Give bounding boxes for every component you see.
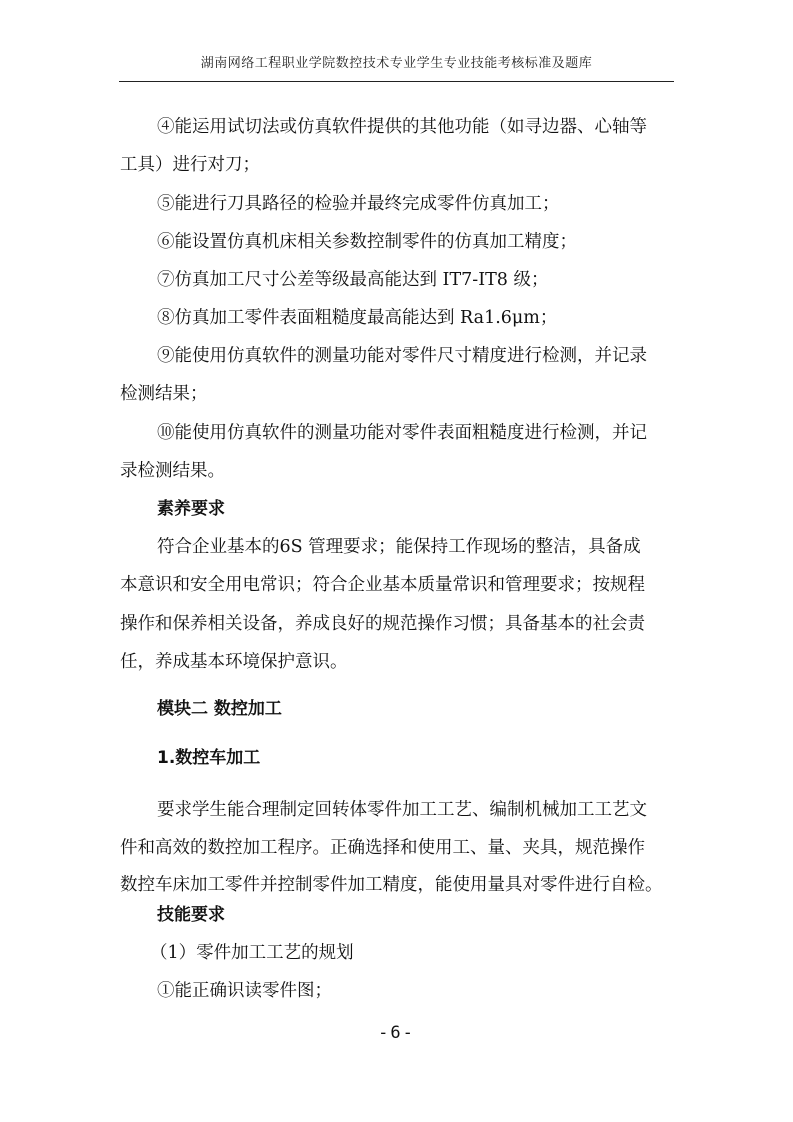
requirement-paragraph-line-1: 要求学生能合理制定回转体零件加工工艺、编制机械加工工艺文 bbox=[157, 800, 647, 820]
paragraph-item-9-cont: 检测结果； bbox=[120, 384, 208, 404]
quality-paragraph-line-4: 任，养成基本环境保护意识。 bbox=[120, 652, 348, 672]
requirement-paragraph-line-2: 件和高效的数控加工程序。正确选择和使用工、量、夹具，规范操作 bbox=[120, 838, 645, 858]
paragraph-item-9: ⑨能使用仿真软件的测量功能对零件尺寸精度进行检测，并记录 bbox=[157, 346, 647, 366]
paragraph-item-4-cont: 工具）进行对刀； bbox=[120, 155, 260, 175]
page-header: 湖南网络工程职业学院数控技术专业学生专业技能考核标准及题库 bbox=[200, 56, 593, 71]
paragraph-item-7: ⑦仿真加工尺寸公差等级最高能达到 IT7-IT8 级； bbox=[157, 270, 549, 290]
header-rule bbox=[119, 81, 674, 82]
paragraph-item-6: ⑥能设置仿真机床相关参数控制零件的仿真加工精度； bbox=[157, 232, 577, 252]
requirement-paragraph-line-3: 数控车床加工零件并控制零件加工精度，能使用量具对零件进行自检。 bbox=[120, 875, 663, 895]
quality-heading: 素养要求 bbox=[157, 499, 225, 519]
paragraph-item-5: ⑤能进行刀具路径的检验并最终完成零件仿真加工； bbox=[157, 194, 560, 214]
paragraph-item-8: ⑧仿真加工零件表面粗糙度最高能达到 Ra1.6μm； bbox=[157, 308, 558, 328]
quality-paragraph-line-3: 操作和保养相关设备，养成良好的规范操作习惯；具备基本的社会责 bbox=[120, 614, 645, 634]
skill-item-1: （1）零件加工工艺的规划 bbox=[150, 943, 354, 963]
paragraph-item-10: ⑩能使用仿真软件的测量功能对零件表面粗糙度进行检测，并记 bbox=[157, 423, 647, 443]
paragraph-item-10-cont: 录检测结果。 bbox=[120, 461, 225, 481]
page-number: -6- bbox=[378, 1023, 415, 1043]
skill-heading: 技能要求 bbox=[157, 905, 225, 925]
module-heading: 模块二 数控加工 bbox=[157, 699, 282, 719]
section-heading: 1.数控车加工 bbox=[157, 748, 261, 768]
paragraph-item-4: ④能运用试切法或仿真软件提供的其他功能（如寻边器、心轴等 bbox=[157, 117, 647, 137]
skill-item-1-1: ①能正确识读零件图； bbox=[157, 981, 332, 1001]
quality-paragraph-line-1: 符合企业基本的6S 管理要求；能保持工作现场的整洁，具备成 bbox=[157, 537, 641, 557]
quality-paragraph-line-2: 本意识和安全用电常识；符合企业基本质量常识和管理要求；按规程 bbox=[120, 575, 645, 595]
